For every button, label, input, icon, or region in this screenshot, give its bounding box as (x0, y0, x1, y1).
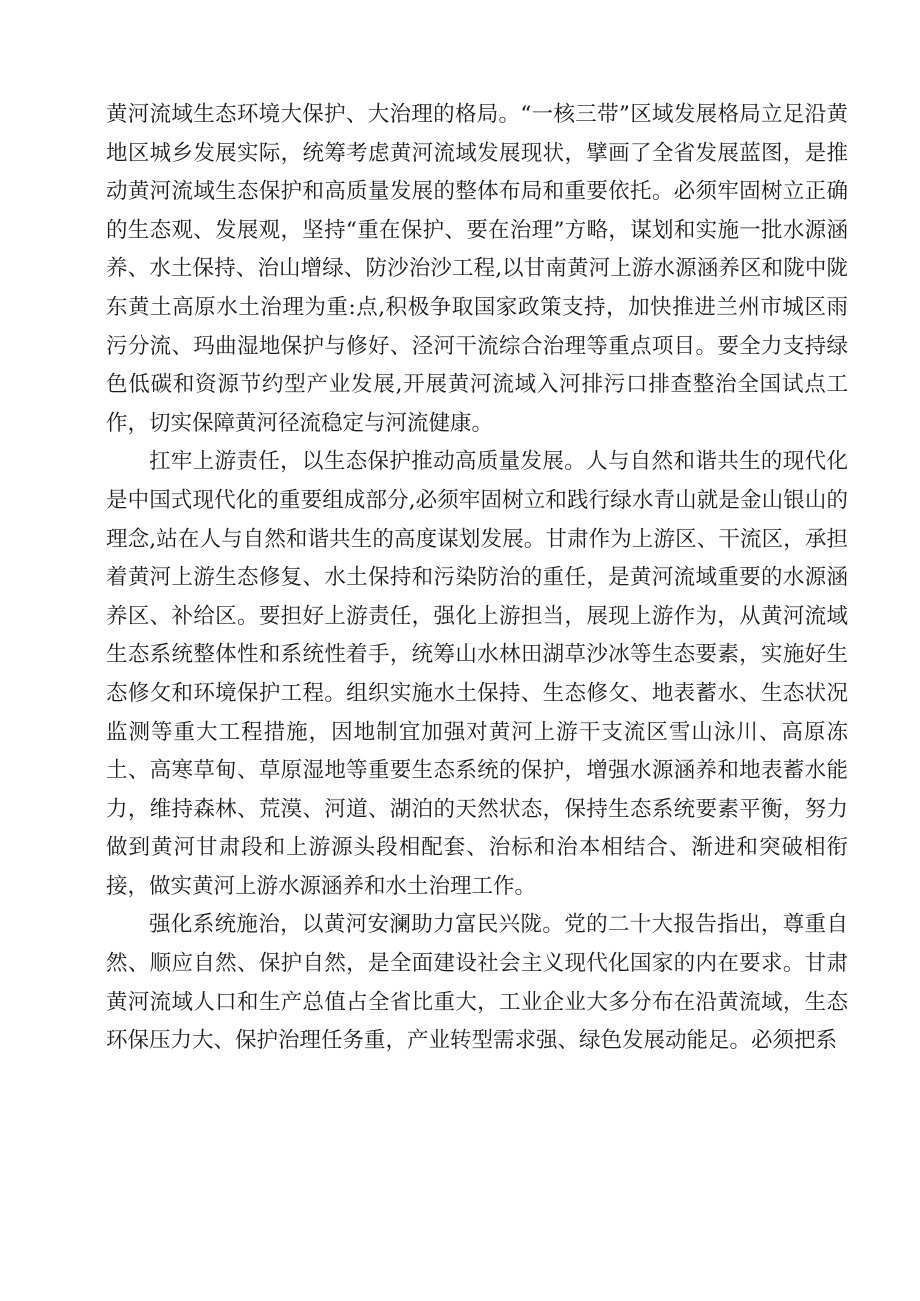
paragraph-2: 扛牢上游责任，以生态保护推动高质量发展。人与自然和谐共生的现代化是中国式现代化的重要组成部分,必须牢固树立和践行绿水青山就是金山银山的理念,站在人与自然和谐共生的高度谋划发展。甘肃作为上游区、干流区，承担着黄河上游生态修复、水土保持和污染防治的重任，是黄河流域重要的水源涵养区、补给区。要担好上游责任，强化上游担当，展现上游作为，从黄河流域生态系统整体性和系统性着手，统筹山水林田湖草沙冰等生态要素，实施好生态修攵和环境保护工程。组织实施水土保持、生态修攵、地表蓄水、生态状况监测等重大工程措施，因地制宜加强对黄河上游干支流区雪山泳川、高原冻土、高寒草甸、草原湿地等重要生态系统的保护，增强水源涵养和地表蓄水能力，维持森林、荒漠、河道、湖泊的天然状态，保持生态系统要素平衡，努力做到黄河甘肃段和上游源头段相配套、治标和治本相结合、渐进和突破相衔接，做实黄河上游水源涵养和水土治理工作。 (106, 449, 848, 899)
paragraph-3: 强化系统施治，以黄河安澜助力富民兴陇。党的二十大报告指出，尊重自然、顺应自然、保护自然，是全面建设社会主义现代化国家的内在要求。甘肃黄河流域人口和生产总值占全省比重大，工业企业大多分布在沿黄流域，生态环保压力大、保护治理任务重，产业转型需求强、绿色发展动能足。必须把系 (106, 912, 848, 1054)
paragraph-1: 黄河流域生态环境大保护、大治理的格局。“一核三带”区域发展格局立足沿黄地区城乡发展实际，统筹考虑黄河流域发展现状，擘画了全省发展蓝图，是推动黄河流域生态保护和高质量发展的整体布局和重要依托。必须牢固树立正确的生态观、发展观，坚持“重在保护、要在治理”方略，谋划和实施一批水源涵养、水土保持、治山增绿、防沙治沙工程,以甘南黄河上游水源涵养区和陇中陇东黄土高原水土治理为重:点,积极争取国家政策支持，加快推进兰州市城区雨污分流、玛曲湿地保护与修好、泾河干流综合治理等重点项目。要全力支持绿色低碳和资源节约型产业发展,开展黄河流域入河排污口排查整治全国试点工作，切实保障黄河径流稳定与河流健康。 (106, 102, 848, 436)
document-body (106, 96, 848, 1061)
